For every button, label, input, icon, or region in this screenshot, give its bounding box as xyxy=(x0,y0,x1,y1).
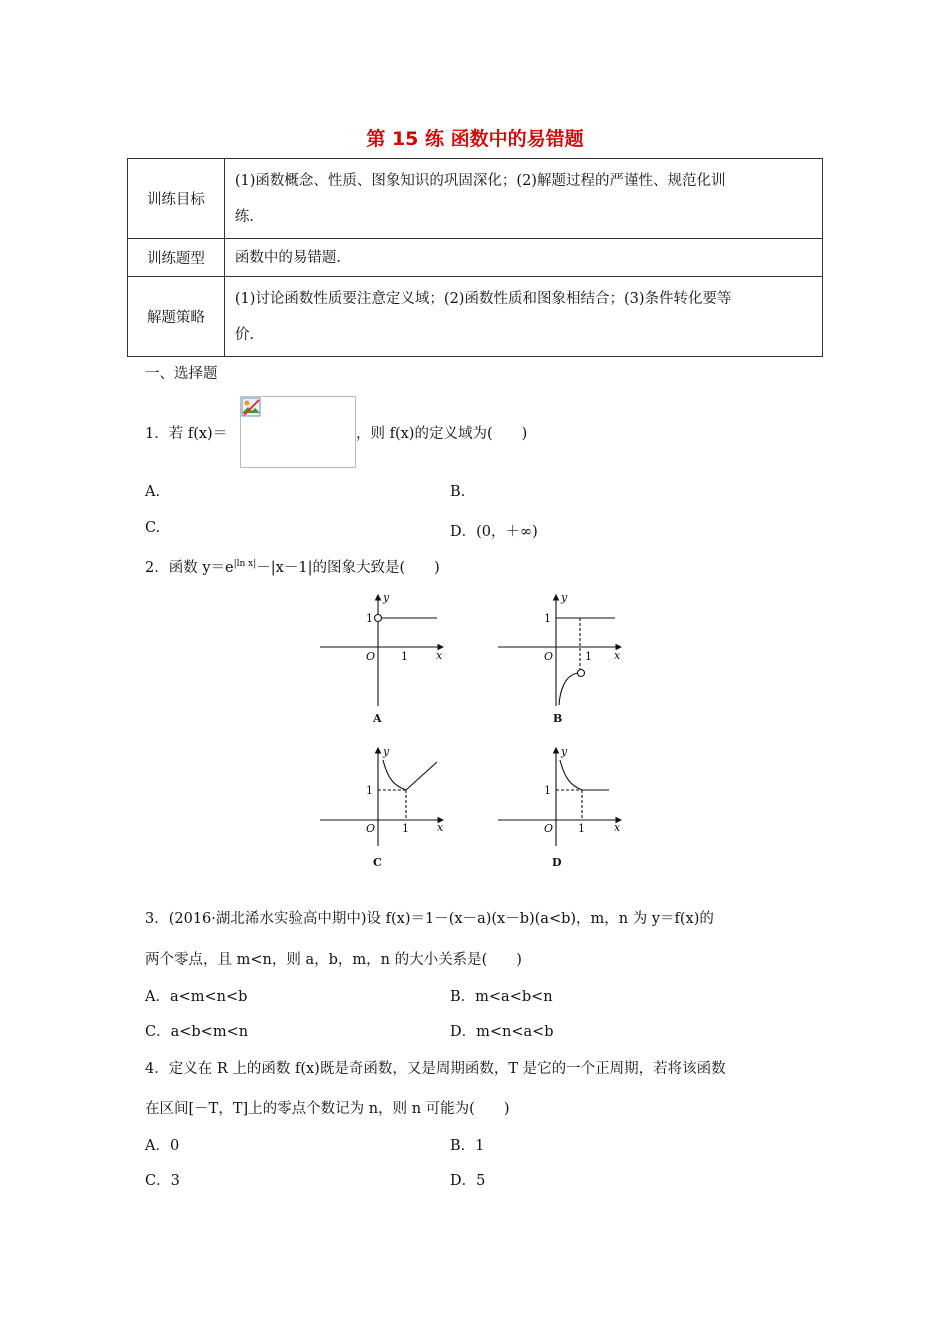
q1-suffix: ，则 f(x)的定义域为( ) xyxy=(356,426,528,442)
tick-label: 1 xyxy=(578,822,585,835)
q4-option-b: B．1 xyxy=(450,1138,485,1154)
q3-option-b: B．m<a<b<n xyxy=(450,989,553,1005)
graph-label-c: C xyxy=(373,856,382,869)
row-text-line: (1)讨论函数性质要注意定义域；(2)函数性质和图象相结合；(3)条件转化要等 xyxy=(234,290,732,307)
q4-option-c: C．3 xyxy=(145,1173,180,1189)
row-label: 训练目标 xyxy=(128,159,225,239)
tick-label: 1 xyxy=(366,784,373,797)
q4-line1: 4．定义在 R 上的函数 f(x)既是奇函数，又是周期函数，T 是它的一个正周期，若将该函数 xyxy=(145,1061,726,1077)
q3-option-d: D．m<n<a<b xyxy=(450,1024,554,1040)
q1-prefix: 1．若 f(x)＝ xyxy=(145,426,228,442)
graph-a xyxy=(320,595,443,706)
axis-label-y: y xyxy=(561,745,568,758)
axis-label-x: x xyxy=(436,649,443,662)
tick-label: 1 xyxy=(585,650,592,663)
axis-label-y: y xyxy=(561,591,568,604)
tick-label: 1 xyxy=(401,650,408,663)
row-text-line: 价. xyxy=(234,326,254,343)
q4-option-a: A．0 xyxy=(145,1138,180,1154)
origin-label: O xyxy=(366,822,376,835)
axis-label-x: x xyxy=(614,649,621,662)
page-title: 第 15 练 函数中的易错题 xyxy=(366,128,584,150)
q2-text-after: －|x－1|的图象大致是( ) xyxy=(256,560,440,576)
q4-option-d: D．5 xyxy=(450,1173,486,1189)
q2-text-before: 2．函数 y＝e xyxy=(145,560,234,576)
tick-label: 1 xyxy=(366,612,373,625)
q1-option-c: C. xyxy=(145,520,161,536)
graph-label-d: D xyxy=(552,856,562,869)
axis-label-y: y xyxy=(383,591,390,604)
axis-label-x: x xyxy=(614,821,621,834)
q1-option-a: A. xyxy=(145,484,161,500)
q2-exponent: |ln x| xyxy=(233,559,257,570)
row-content: 函数中的易错题. xyxy=(224,239,822,277)
tick-label: 1 xyxy=(544,784,551,797)
tick-label: 1 xyxy=(544,612,551,625)
section-heading: 一、选择题 xyxy=(145,366,218,382)
origin-label: O xyxy=(544,822,554,835)
axis-label-x: x xyxy=(437,821,444,834)
row-text-line: (1)函数概念、性质、图象知识的巩固深化；(2)解题过程的严谨性、规范化训 xyxy=(234,172,726,189)
graph-d xyxy=(498,748,621,846)
q1-option-b: B. xyxy=(450,484,466,500)
q3-option-c: C．a<b<m<n xyxy=(145,1024,249,1040)
row-text-line: 练. xyxy=(234,208,254,225)
graph-label-a: A xyxy=(373,712,382,725)
q1-option-d: D．(0，＋∞) xyxy=(450,524,538,540)
q3-option-a: A．a<m<n<b xyxy=(145,989,248,1005)
graph-label-b: B xyxy=(553,712,563,725)
axis-label-y: y xyxy=(383,745,390,758)
q3-line1: 3．(2016·湖北浠水实验高中期中)设 f(x)＝1－(x－a)(x－b)(a<b)，m，n 为 y＝f(x)的 xyxy=(145,911,714,927)
row-label: 解题策略 xyxy=(128,277,225,357)
q3-line2: 两个零点，且 m<n，则 a，b，m，n 的大小关系是( ) xyxy=(145,952,522,968)
q4-line2: 在区间[－T，T]上的零点个数记为 n，则 n 可能为( ) xyxy=(145,1101,510,1117)
origin-label: O xyxy=(366,650,376,663)
origin-label: O xyxy=(544,650,554,663)
row-label: 训练题型 xyxy=(128,239,225,277)
graph-c xyxy=(320,748,443,846)
graph-b xyxy=(498,595,621,706)
tick-label: 1 xyxy=(402,822,409,835)
